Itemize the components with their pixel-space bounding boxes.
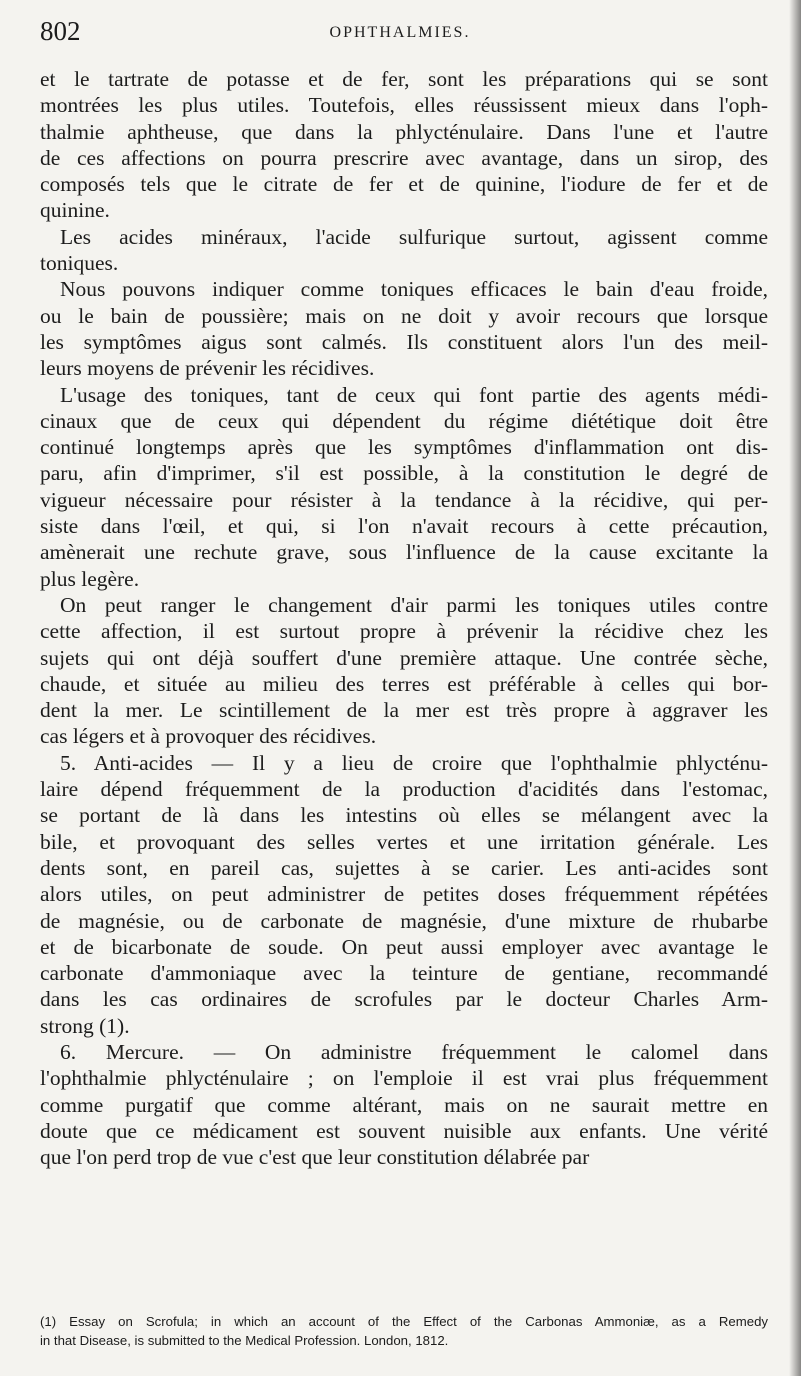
text-line: l'ophthalmie phlycténulaire ; on l'emploie il est vrai plus fréquemment xyxy=(40,1066,768,1091)
text-line: amènerait une rechute grave, sous l'influence de la cause excitante la xyxy=(40,540,768,565)
text-line: composés tels que le citrate de fer et de quinine, l'iodure de fer et de xyxy=(40,172,768,197)
footnote-line: (1) Essay on Scrofula; in which an account of the Effect of the Carbonas Ammoniæ, as a Remedy xyxy=(40,1314,768,1329)
text-line: de ces affections on pourra prescrire avec avantage, dans un sirop, des xyxy=(40,145,768,170)
text-line: carbonate d'ammoniaque avec la teinture de gentiane, recommandé xyxy=(40,961,768,986)
page-number: 802 xyxy=(40,16,81,46)
text-line: paru, afin d'imprimer, s'il est possible, à la constitution le degré de xyxy=(40,461,768,486)
text-line: laire dépend fréquemment de la production d'acidités dans l'estomac, xyxy=(40,777,768,802)
text-line: 6. Mercure. — On administre fréquemment le calomel dans xyxy=(60,1039,768,1064)
text-line: et le tartrate de potasse et de fer, sont les préparations qui se sont xyxy=(40,67,768,91)
text-line: quinine. xyxy=(40,198,110,223)
text-line: sujets qui ont déjà souffert d'une première attaque. Une contrée sèche, xyxy=(40,645,768,670)
text-line: de magnésie, ou de carbonate de magnésie, d'une mixture de rhubarbe xyxy=(40,908,768,933)
text-line: L'usage des toniques, tant de ceux qui font partie des agents médi- xyxy=(60,382,768,407)
text-line: thalmie aphtheuse, que dans la phlycténulaire. Dans l'une et l'autre xyxy=(40,119,768,144)
text-line: Nous pouvons indiquer comme toniques efficaces le bain d'eau froide, xyxy=(60,277,768,302)
text-line: continué longtemps après que les symptômes d'inflammation ont dis- xyxy=(40,435,768,460)
footnotes xyxy=(40,1312,768,1350)
body-text xyxy=(40,66,768,1170)
text-line: cinaux que de ceux qui dépendent du régime diététique doit être xyxy=(40,408,768,433)
text-line: 5. Anti-acides — Il y a lieu de croire que l'ophthalmie phlycténu- xyxy=(60,750,768,775)
running-head: OPHTHALMIES. xyxy=(329,24,471,41)
text-line: doute que ce médicament est souvent nuisible aux enfants. Une vérité xyxy=(40,1118,768,1143)
text-line: Les acides minéraux, l'acide sulfurique surtout, agissent comme xyxy=(60,224,768,249)
page-header xyxy=(40,16,760,56)
text-line: que l'on perd trop de vue c'est que leur constitution délabrée par xyxy=(40,1145,590,1170)
footnote-line: in that Disease, is submitted to the Medical Profession. London, 1812. xyxy=(40,1333,449,1348)
text-line: les symptômes aigus sont calmés. Ils constituent alors l'un des meil- xyxy=(40,329,768,354)
text-line: dents sont, en pareil cas, sujettes à se carier. Les anti-acides sont xyxy=(40,855,768,880)
text-line: strong (1). xyxy=(40,1013,130,1038)
text-line: vigueur nécessaire pour résister à la tendance à la récidive, qui per- xyxy=(40,487,768,512)
text-line: montrées les plus utiles. Toutefois, elles réussissent mieux dans l'oph- xyxy=(40,93,768,118)
text-line: bile, et provoquant des selles vertes et une irritation générale. Les xyxy=(40,829,768,854)
text-line: siste dans l'œil, et qui, si l'on n'avait recours à cette précaution, xyxy=(40,514,768,539)
text-line: On peut ranger le changement d'air parmi les toniques utiles contre xyxy=(60,592,768,617)
text-line: alors utiles, on peut administrer de petites doses fréquemment répétées xyxy=(40,882,768,907)
text-line: toniques. xyxy=(40,251,119,276)
text-line: plus legère. xyxy=(40,566,140,591)
text-line: leurs moyens de prévenir les récidives. xyxy=(40,356,375,381)
text-line: cette affection, il est surtout propre à prévenir la récidive chez les xyxy=(40,619,768,644)
text-line: dans les cas ordinaires de scrofules par le docteur Charles Arm- xyxy=(40,987,768,1012)
text-line: cas légers et à provoquer des récidives. xyxy=(40,724,377,749)
text-line: se portant de là dans les intestins où elles se mélangent avec la xyxy=(40,803,768,828)
text-line: chaude, et située au milieu des terres est préférable à celles qui bor- xyxy=(40,671,768,696)
text-line: et de bicarbonate de soude. On peut aussi employer avec avantage le xyxy=(40,934,768,959)
text-line: dent la mer. Le scintillement de la mer est très propre à aggraver les xyxy=(40,698,768,723)
text-line: ou le bain de poussière; mais on ne doit y avoir recours que lorsque xyxy=(40,303,768,328)
text-line: comme purgatif que comme altérant, mais on ne saurait mettre en xyxy=(40,1092,768,1117)
page-edge-shadow xyxy=(789,0,801,1376)
